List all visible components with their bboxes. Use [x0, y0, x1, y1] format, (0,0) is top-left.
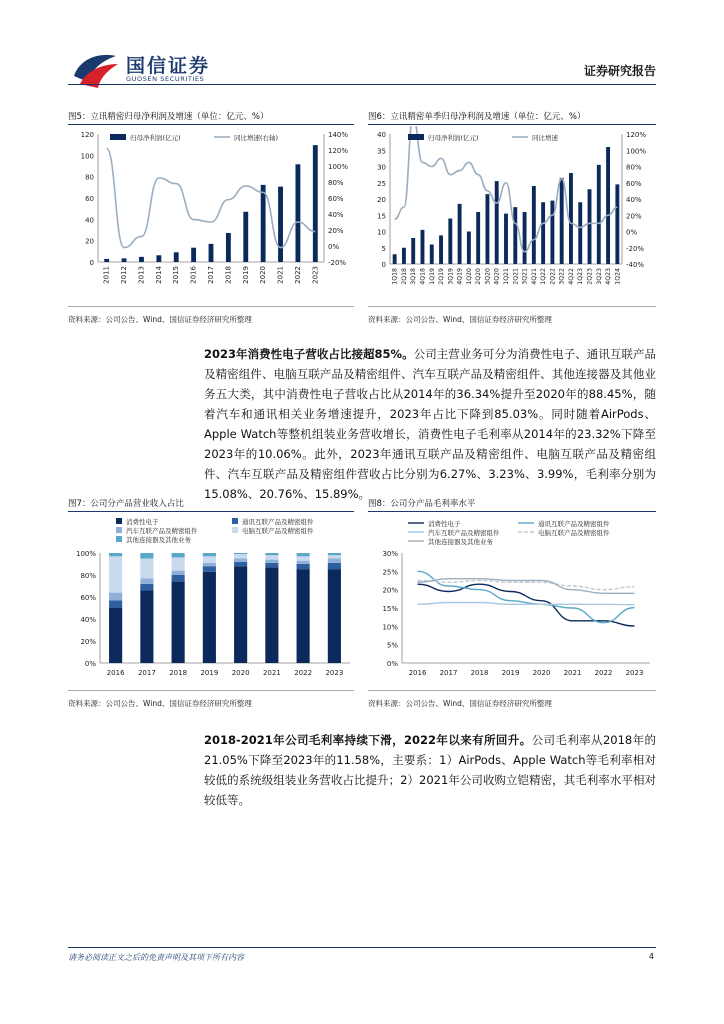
fig8-chart — [368, 513, 656, 685]
fig5-bar — [295, 164, 300, 262]
fig7-bar-segment — [172, 557, 185, 570]
fig6-category-label: 2Q19 — [438, 268, 446, 285]
fig7-bar-segment — [140, 559, 153, 579]
fig5-left-tick: 0 — [89, 259, 94, 267]
fig6-category-label: 3Q23 — [595, 268, 603, 285]
fig7-source: 资料来源：公司公告、Wind、国信证券经济研究所整理 — [68, 699, 252, 708]
fig5-bar — [313, 145, 318, 262]
fig7-legend-swatch — [116, 536, 122, 542]
fig7-bar-segment — [297, 564, 310, 570]
fig6-bar — [504, 214, 508, 264]
fig6-bottom-rule — [368, 306, 656, 307]
fig8-legend-label: 消费性电子 — [428, 520, 461, 528]
fig8-category-label: 2022 — [594, 669, 613, 677]
fig8-category-label: 2023 — [625, 669, 644, 677]
fig7-bar-segment — [203, 563, 216, 566]
fig8-y-tick: 10% — [382, 623, 398, 632]
fig6-right-tick: 100% — [626, 147, 647, 156]
fig6-category-label: 2Q20 — [475, 268, 483, 285]
fig6-legend-bar-swatch — [408, 134, 424, 140]
fig5-category-label: 2013 — [137, 266, 146, 284]
fig7-bar-segment — [109, 556, 122, 592]
fig7-bar-segment — [234, 566, 247, 663]
fig6-category-label: 1Q19 — [428, 268, 436, 285]
fig8-category-label: 2016 — [408, 669, 427, 677]
fig5-category-label: 2023 — [311, 266, 320, 284]
fig6-category-label: 1Q21 — [503, 268, 510, 285]
fig8-title: 图8：公司分产品毛利率水平 — [368, 499, 476, 509]
fig7-legend-swatch — [116, 518, 122, 524]
fig5-bar — [156, 255, 161, 262]
fig6-category-label: 3Q19 — [447, 268, 455, 285]
fig6-category-label: 4Q21 — [530, 268, 538, 285]
fig6-legend-bar-label: 归母净利润(亿元) — [428, 134, 479, 142]
fig5-right-tick: 20% — [328, 227, 344, 235]
fig7-bar-segment — [328, 563, 341, 570]
fig6-right-tick: 120% — [626, 131, 647, 139]
fig7-top-rule — [68, 511, 354, 512]
fig8-y-tick: 30% — [382, 550, 398, 558]
fig5-left-tick: 80 — [85, 173, 94, 182]
fig5-category-label: 2011 — [102, 266, 111, 284]
fig6-right-tick: 40% — [626, 196, 642, 204]
fig7-category-label: 2016 — [106, 669, 125, 677]
fig5-bar — [243, 212, 248, 262]
fig6-right-tick: -40% — [626, 261, 645, 269]
fig5-bar — [226, 233, 231, 262]
fig7-bar-segment — [265, 555, 278, 559]
logo-text-cn: 国信证券 — [126, 55, 211, 77]
fig5-category-label: 2016 — [189, 266, 198, 284]
fig7-bar-segment — [297, 553, 310, 556]
fig6-bar — [513, 207, 517, 264]
fig7-y-tick: 40% — [80, 616, 96, 624]
fig8-series-line — [418, 584, 635, 626]
fig7-legend-swatch — [232, 518, 238, 524]
fig7-category-label: 2020 — [231, 669, 250, 677]
fig5-source: 资料来源：公司公告、Wind、国信证券经济研究所整理 — [68, 315, 252, 324]
page-number: 4 — [648, 952, 654, 961]
fig8-legend-label: 汽车互联产品及精密组件 — [428, 529, 500, 537]
fig6-category-label: 4Q23 — [605, 268, 613, 285]
fig8-y-tick: 15% — [382, 605, 398, 613]
fig6-bar — [606, 147, 610, 264]
fig6-legend-line-label: 同比增速 — [532, 134, 558, 142]
fig7-category-label: 2018 — [169, 669, 188, 677]
fig5-category-label: 2017 — [207, 266, 215, 284]
paragraph-1-lead: 2023年消费性电子营收占比接超85%。 — [204, 347, 414, 361]
fig7-category-label: 2023 — [325, 669, 344, 677]
fig6-bar — [458, 204, 462, 264]
fig6-category-label: 4Q20 — [493, 268, 501, 285]
fig7-y-tick: 100% — [75, 550, 96, 558]
fig6-bar — [569, 173, 573, 264]
report-type-label: 证券研究报告 — [583, 64, 656, 78]
fig6-bar — [467, 232, 471, 265]
fig5-right-tick: -20% — [328, 259, 347, 267]
paragraph-gross-margin — [204, 730, 656, 810]
fig6-category-label: 1Q23 — [577, 268, 585, 285]
fig5-bar — [261, 185, 266, 262]
fig8-category-label: 2018 — [470, 669, 489, 677]
fig6-left-tick: 20 — [377, 196, 386, 204]
fig5-bar — [104, 259, 109, 262]
fig5-bar — [278, 187, 283, 262]
fig5-left-tick: 100 — [80, 152, 94, 161]
fig7-title: 图7：公司分产品营业收入占比 — [68, 499, 184, 509]
fig6-category-label: 2Q22 — [549, 268, 557, 285]
fig6-bar — [476, 212, 480, 264]
fig5-top-rule — [68, 124, 354, 125]
fig6-right-tick: 80% — [626, 163, 642, 172]
fig5-category-label: 2018 — [224, 266, 233, 284]
fig6-left-tick: 10 — [377, 228, 386, 237]
fig7-bar-segment — [234, 553, 247, 554]
fig6-category-label: 2Q18 — [400, 268, 408, 285]
disclaimer-text: 请务必阅读正文之后的免责声明及其项下所有内容 — [68, 953, 244, 962]
fig6-bar — [411, 238, 415, 264]
fig7-bar-segment — [109, 608, 122, 663]
fig7-bar-segment — [140, 590, 153, 663]
fig6-top-rule — [368, 124, 656, 125]
fig5-legend-line-label: 同比增速(右轴) — [234, 134, 279, 142]
fig5-legend-bar-label: 归母净利润(亿元) — [130, 134, 181, 142]
fig5-growth-line — [107, 148, 316, 247]
fig7-legend-label: 电脑互联产品及精密组件 — [242, 527, 314, 535]
fig5-bar — [209, 244, 214, 262]
fig7-bar-segment — [172, 571, 185, 575]
paragraph-2-lead: 2018-2021年公司毛利率持续下滑，2022年以来有所回升。 — [204, 733, 532, 747]
fig7-bar-segment — [297, 561, 310, 564]
fig5-category-label: 2022 — [293, 266, 302, 284]
fig5-bar — [174, 252, 179, 262]
fig5-right-tick: 40% — [328, 211, 344, 219]
fig6-category-label: 1Q22 — [540, 268, 548, 285]
fig6-category-label: 4Q19 — [456, 268, 464, 285]
fig8-legend-label: 通讯互联产品及精密组件 — [538, 520, 610, 528]
fig6-bar — [402, 248, 406, 264]
fig7-bar-segment — [109, 600, 122, 608]
fig8-category-label: 2017 — [439, 669, 458, 677]
fig7-bar-segment — [328, 555, 341, 558]
fig5-category-label: 2021 — [276, 266, 285, 284]
fig6-bar — [495, 181, 499, 264]
fig5-right-tick: 60% — [328, 195, 344, 203]
fig8-legend-label: 其他连接器及其他业务 — [428, 538, 493, 546]
fig7-bar-segment — [265, 560, 278, 563]
fig6-bar — [550, 201, 554, 264]
fig5-title: 图5：立讯精密归母净利润及增速（单位：亿元、%） — [68, 112, 269, 122]
fig7-category-label: 2017 — [137, 669, 156, 677]
fig7-bar-segment — [203, 566, 216, 572]
fig6-bar — [448, 219, 452, 265]
fig7-category-label: 2022 — [294, 669, 313, 677]
fig5-bar — [191, 248, 196, 262]
fig5-left-tick: 20 — [85, 237, 94, 246]
fig7-bar-segment — [234, 559, 247, 562]
fig8-y-tick: 25% — [382, 568, 398, 577]
fig5-legend-bar-swatch — [110, 134, 126, 140]
fig7-bar-segment — [109, 593, 122, 601]
fig5-bar — [122, 258, 127, 262]
fig7-bar-segment — [265, 563, 278, 567]
header-divider — [68, 84, 656, 85]
fig6-source: 资料来源：公司公告、Wind、国信证券经济研究所整理 — [368, 315, 552, 324]
fig6-category-label: 1Q24 — [614, 268, 622, 285]
fig8-y-tick: 0% — [386, 660, 398, 668]
fig6-bar — [597, 165, 601, 264]
fig7-bar-segment — [203, 553, 216, 556]
fig6-category-label: 2Q21 — [512, 268, 520, 285]
fig8-category-label: 2019 — [501, 669, 520, 677]
fig6-bar — [485, 194, 489, 264]
fig6-right-tick: 20% — [626, 212, 642, 221]
fig8-y-tick: 20% — [382, 586, 398, 595]
fig6-bar — [421, 230, 425, 264]
fig5-left-tick: 60 — [85, 195, 94, 203]
fig6-left-tick: 40 — [377, 131, 386, 139]
fig6-category-label: 4Q22 — [567, 268, 575, 285]
footer-divider — [68, 947, 656, 948]
fig6-right-tick: 0% — [626, 228, 638, 237]
fig6-left-tick: 30 — [377, 163, 386, 172]
fig7-legend-swatch — [116, 527, 122, 533]
fig6-left-tick: 35 — [377, 147, 386, 156]
fig7-category-label: 2021 — [262, 669, 281, 677]
fig7-bar-segment — [328, 553, 341, 555]
fig8-top-rule — [368, 511, 656, 512]
fig6-left-tick: 25 — [377, 179, 386, 188]
fig6-right-tick: -20% — [626, 244, 645, 253]
fig7-bar-segment — [172, 582, 185, 663]
fig6-category-label: 2Q23 — [586, 268, 594, 285]
fig7-bar-segment — [265, 553, 278, 555]
fig5-right-tick: 0% — [328, 243, 340, 251]
fig6-bar — [430, 245, 434, 265]
fig6-right-tick: 60% — [626, 179, 642, 188]
fig8-legend-label: 电脑互联产品及精密组件 — [538, 529, 610, 537]
fig6-category-label: 1Q18 — [391, 268, 399, 285]
fig7-bar-segment — [234, 554, 247, 558]
fig7-legend-label: 汽车互联产品及精密组件 — [126, 527, 198, 535]
fig5-category-label: 2020 — [259, 266, 268, 284]
fig7-y-tick: 0% — [84, 660, 96, 668]
fig7-bar-segment — [297, 570, 310, 664]
fig6-bar — [523, 212, 527, 264]
fig5-right-tick: 140% — [328, 131, 349, 139]
fig5-left-tick: 120 — [80, 131, 94, 139]
fig5-category-label: 2014 — [154, 266, 163, 284]
fig7-bar-segment — [109, 553, 122, 556]
fig6-bar — [615, 184, 619, 264]
paragraph-consumer-electronics — [204, 344, 656, 504]
fig7-bar-segment — [140, 578, 153, 584]
fig8-category-label: 2021 — [563, 669, 582, 677]
fig6-category-label: 3Q22 — [558, 268, 566, 285]
fig6-bar — [588, 189, 592, 264]
fig7-bottom-rule — [68, 690, 354, 691]
fig8-series-line — [418, 581, 635, 590]
fig7-bar-segment — [328, 559, 341, 563]
fig7-legend-label: 通讯互联产品及精密组件 — [242, 518, 314, 526]
fig6-chart — [368, 126, 656, 304]
logo-text-en: GUOSEN SECURITIES — [126, 75, 205, 83]
fig7-bar-segment — [203, 572, 216, 663]
fig8-source: 资料来源：公司公告、Wind、国信证券经济研究所整理 — [368, 699, 552, 708]
fig6-category-label: 4Q18 — [419, 268, 427, 285]
fig7-bar-segment — [172, 553, 185, 557]
fig7-legend-label: 其他连接器及其他业务 — [126, 536, 191, 544]
fig5-right-tick: 100% — [328, 163, 349, 171]
fig6-left-tick: 5 — [381, 244, 386, 253]
fig7-y-tick: 20% — [80, 638, 96, 646]
fig8-y-tick: 5% — [386, 641, 398, 650]
fig7-bar-segment — [140, 553, 153, 559]
fig6-category-label: 3Q21 — [521, 268, 529, 285]
fig6-category-label: 3Q18 — [410, 268, 418, 285]
fig8-category-label: 2020 — [532, 669, 551, 677]
fig6-category-label: 3Q20 — [484, 268, 492, 285]
fig7-chart — [68, 513, 354, 685]
fig5-right-tick: 80% — [328, 179, 344, 187]
fig7-bar-segment — [297, 556, 310, 560]
fig6-left-tick: 15 — [377, 212, 386, 221]
fig7-bar-segment — [203, 556, 216, 563]
fig7-bar-segment — [328, 570, 341, 664]
fig5-bottom-rule — [68, 306, 354, 307]
fig6-title: 图6：立讯精密单季归母净利润及增速（单位：亿元、%） — [368, 112, 586, 122]
fig5-right-tick: 120% — [328, 147, 349, 155]
paragraph-2-body: 公司毛利率从2018年的21.05%下降至2023年的11.58%，主要系：1）AirPods、Apple Watch等毛利率相对较低的系统级组装业务营收占比提升；2）2021年公司收购立铠精密，其毛利率水平相对较低等。 — [204, 733, 656, 807]
fig5-chart — [68, 126, 354, 304]
fig7-category-label: 2019 — [200, 669, 219, 677]
fig6-bar — [541, 202, 545, 264]
fig5-category-label: 2012 — [120, 266, 129, 284]
fig7-legend-label: 消费性电子 — [126, 518, 159, 526]
fig5-bar — [139, 257, 144, 262]
fig5-category-label: 2019 — [241, 266, 250, 284]
fig6-category-label: 1Q20 — [465, 268, 473, 285]
paragraph-1-body: 公司主营业务可分为消费性电子、通讯互联产品及精密组件、电脑互联产品及精密组件、汽车互联产品及精密组件、其他连接器及其他业务五大类，其中消费性电子营收占比从2014年的36.34%提升至2020年的88.45%，随着汽车和通讯相关业务增速提升，2023年占比下降到85.03%。同时随着AirPods、Apple Watch等整机组装业务营收增长，消费性电子毛利率从2014年的23.32%下降至2023年的10.06%。此外，2023年通讯互联产品及精密组件、电脑互联产品及精密组件、汽车互联产品及精密组件营收占比分别为6.27%、3.23%、3.99%，毛利率分别为15.08%、20.76%、15.89%。 — [204, 347, 657, 501]
fig7-y-tick: 60% — [80, 594, 96, 602]
fig6-bar — [439, 235, 443, 264]
fig7-legend-swatch — [232, 527, 238, 533]
fig8-bottom-rule — [368, 690, 656, 691]
fig6-bar — [560, 178, 564, 264]
fig7-bar-segment — [172, 575, 185, 582]
fig5-category-label: 2015 — [172, 266, 181, 284]
fig7-y-tick: 80% — [80, 572, 96, 580]
fig6-bar — [532, 186, 536, 264]
fig6-bar — [393, 254, 397, 264]
fig5-left-tick: 40 — [85, 216, 94, 225]
fig6-bar — [578, 202, 582, 264]
fig6-left-tick: 0 — [381, 261, 386, 269]
fig7-bar-segment — [140, 584, 153, 591]
fig7-bar-segment — [234, 562, 247, 566]
fig7-bar-segment — [265, 567, 278, 663]
